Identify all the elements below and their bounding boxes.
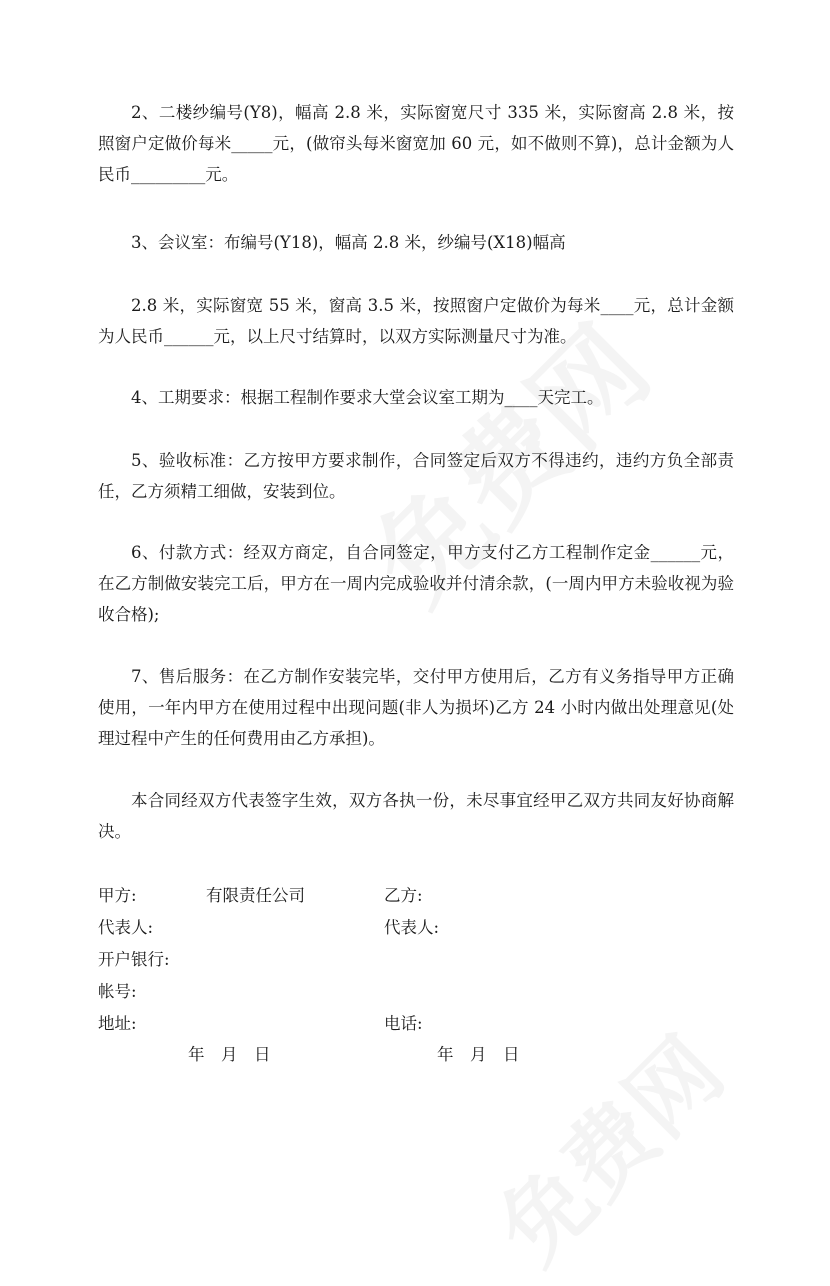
clause-6-payment: 6、付款方式：经双方商定，自合同签定，甲方支付乙方工程制作定金______元，在乙方制做安装完工后，甲方在一周内完成验收并付清余款，(一周内甲方未验收视为验收合格);: [98, 543, 734, 624]
rep-b-label: 代表人:: [384, 918, 440, 937]
date-party-b: 年 月 日: [437, 1045, 520, 1064]
bank-label: 开户银行:: [98, 950, 170, 969]
party-a-label: 甲方:: [98, 886, 137, 905]
clause-7-after-sales: 7、售后服务：在乙方制作安装完毕，交付甲方使用后，乙方有义务指导甲方正确使用，一年内甲方在使用过程中出现问题(非人为损坏)乙方 24 小时内做出处理意见(处理过程中产生的任何费用由乙方承担)。: [98, 667, 734, 748]
party-b-label: 乙方:: [384, 886, 423, 905]
phone-label: 电话:: [384, 1014, 423, 1033]
rep-a-label: 代表人:: [98, 918, 154, 937]
clause-4-schedule: 4、工期要求：根据工程制作要求大堂会议室工期为____天完工。: [131, 388, 604, 407]
closing-statement: 本合同经双方代表签字生效，双方各执一份，未尽事宜经甲乙双方共同友好协商解决。: [98, 791, 734, 841]
party-a-company: 有限责任公司: [206, 886, 305, 905]
date-party-a: 年 月 日: [188, 1045, 271, 1064]
clause-5-acceptance: 5、验收标准：乙方按甲方要求制作，合同签定后双方不得违约，违约方负全部责任，乙方须精工细做，安装到位。: [98, 451, 734, 501]
clause-2-second-floor-sheer: 2、二楼纱编号(Y8)，幅高 2.8 米，实际窗宽尺寸 335 米，实际窗高 2.8 米，按照窗户定做价每米_____元，(做帘头每米窗宽加 60 元，如不做则不算)，总计金额为人民币_________元。: [98, 103, 734, 184]
address-label: 地址:: [98, 1014, 137, 1033]
clause-3-meeting-room: 3、会议室：布编号(Y18)，幅高 2.8 米，纱编号(X18)幅高: [131, 233, 566, 252]
account-label: 帐号:: [98, 982, 137, 1001]
clause-3-continued: 2.8 米，实际窗宽 55 米，窗高 3.5 米，按照窗户定做价为每米____元，总计金额为人民币______元，以上尺寸结算时，以双方实际测量尺寸为准。: [98, 296, 734, 346]
